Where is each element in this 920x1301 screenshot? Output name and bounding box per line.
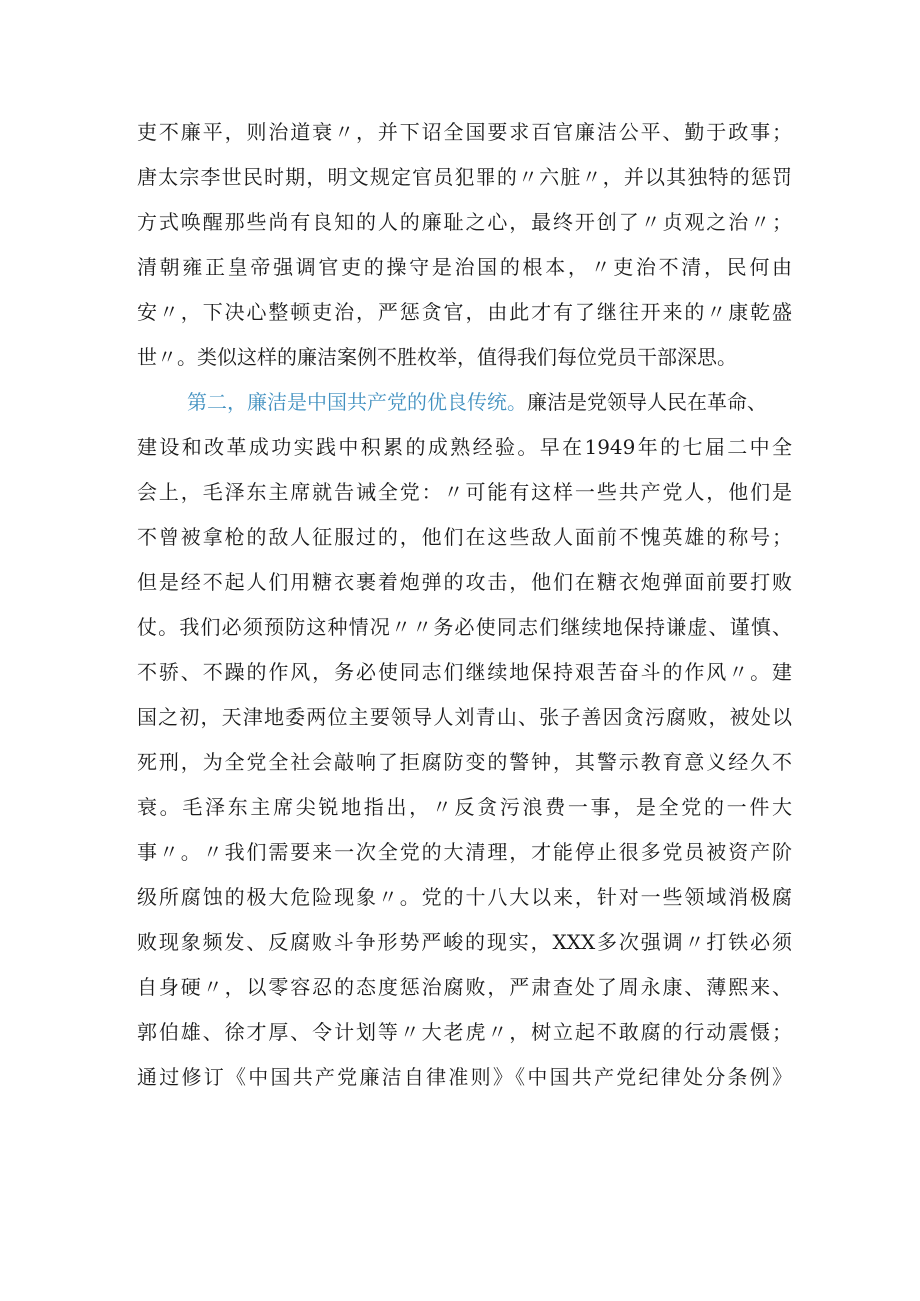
text-line: 郭伯雄、徐才厚、令计划等〃大老虎〃，树立起不敢腐的行动震慑；: [137, 1020, 792, 1044]
text-line: 通过修订《中国共产党廉洁自律准则》《中国共产党纪律处分条例》: [137, 1065, 792, 1089]
text-line: 不曾被拿枪的敌人征服过的，他们在这些敌人面前不愧英雄的称号；: [137, 525, 792, 549]
text-line: 唐太宗李世民时期，明文规定官员犯罪的〃六脏〃，并以其独特的惩罚: [137, 165, 792, 189]
text-line: 不骄、不躁的作风，务必使同志们继续地保持艰苦奋斗的作风〃。建: [137, 660, 792, 684]
text-line: 会上，毛泽东主席就告诫全党：〃可能有这样一些共产党人，他们是: [137, 480, 792, 504]
text-line: 建设和改革成功实践中积累的成熟经验。早在1949年的七届二中全: [137, 435, 792, 459]
text-line: 国之初，天津地委两位主要领导人刘青山、张子善因贪污腐败，被处以: [137, 705, 792, 729]
text-line: 世〃。类似这样的廉洁案例不胜枚举，值得我们每位党员干部深思。: [137, 345, 737, 369]
text-line: 仗。我们必须预防这种情况〃〃务必使同志们继续地保持谦虚、谨慎、: [137, 615, 792, 639]
text-line: 衰。毛泽东主席尖锐地指出，〃反贪污浪费一事，是全党的一件大: [137, 795, 792, 819]
text-line: 事〃。〃我们需要来一次全党的大清理，才能停止很多党员被资产阶: [137, 840, 792, 864]
text-line: 败现象频发、反腐败斗争形势严峻的现实，XXX多次强调〃打铁必须: [137, 930, 792, 954]
section-heading: 第二，廉洁是中国共产党的优良传统。: [187, 390, 527, 414]
text-line: 安〃，下决心整顿吏治，严惩贪官，由此才有了继往开来的〃康乾盛: [137, 300, 792, 324]
body-text: [137, 110, 792, 1100]
text-line: 级所腐蚀的极大危险现象〃。党的十八大以来，针对一些领域消极腐: [137, 885, 792, 909]
text-line: 清朝雍正皇帝强调官吏的操守是治国的根本，〃吏治不清，民何由: [137, 255, 792, 279]
text-line: 死刑，为全党全社会敲响了拒腐防变的警钟，其警示教育意义经久不: [137, 750, 792, 774]
text-line: 吏不廉平，则治道衰〃，并下诏全国要求百官廉洁公平、勤于政事；: [137, 120, 792, 144]
paragraph-first-line: 第二，廉洁是中国共产党的优良传统。廉洁是党领导人民在革命、: [187, 390, 767, 414]
text-line: 但是经不起人们用糖衣裹着炮弹的攻击，他们在糖衣炮弹面前要打败: [137, 570, 792, 594]
text-line: 自身硬〃，以零容忍的态度惩治腐败，严肃查处了周永康、薄熙来、: [137, 975, 792, 999]
text-line: 方式唤醒那些尚有良知的人的廉耻之心，最终开创了〃贞观之治〃；: [137, 210, 792, 234]
